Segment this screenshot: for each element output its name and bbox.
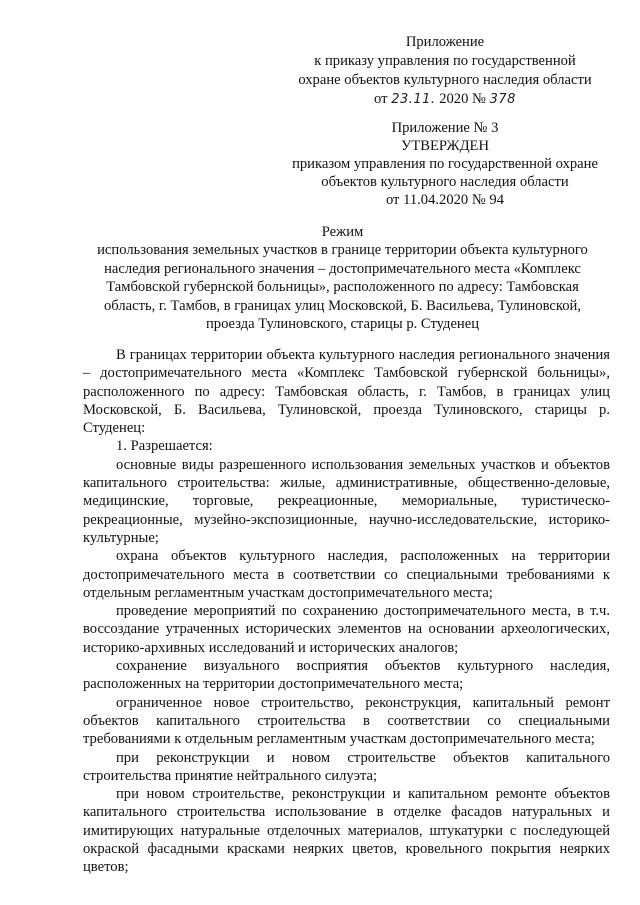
body-paragraph: сохранение визуального восприятия объектов культурного наследия, расположенных на территории достопримечательного места;	[83, 658, 610, 693]
handwritten-date: 23.11.	[391, 92, 436, 107]
regime-title	[80, 224, 605, 334]
approved-line-3: от 11.04.2020 № 94	[385, 192, 505, 208]
handwritten-number: 378	[489, 92, 516, 107]
appendix-line-1: к приказу управления по государственной	[314, 53, 576, 69]
approved-header	[250, 120, 640, 210]
regime-line: наследия регионального значения – достопримечательного места «Комплекс	[104, 260, 581, 277]
body-paragraph: ограниченное новое строительство, реконструкция, капитальный ремонт объектов капитального строительства в соответствии со специальными требованиями к отдельным регламентным участкам достопримечательного места;	[83, 694, 610, 748]
appendix-header	[250, 34, 640, 110]
date-prefix: от	[374, 91, 388, 107]
body-paragraph: при реконструкции и новом строительстве объектов капитального строительства принятие нейтрального силуэта;	[83, 749, 610, 784]
regime-line: проезда Тулиновского, старицы р. Студенец	[205, 315, 480, 332]
regime-line: использования земельных участков в границе территории объекта культурного	[97, 242, 588, 259]
regime-heading: Режим	[321, 224, 364, 240]
appendix-line-2: охране объектов культурного наследия области	[298, 72, 592, 88]
body-paragraph: основные виды разрешенного использования земельных участков и объектов капитального строительства: жилые, административные, общественно-деловые, медицинские, торговые, рекреационные, мемориальные, туристическо-рекреационные, музейно-экспозиционные, научно-исследовательские, историко-культурные;	[83, 456, 610, 546]
approved-appendix-title: Приложение № 3	[391, 120, 499, 136]
body-paragraph: проведение мероприятий по сохранению достопримечательного места, в т.ч. воссоздание утраченных исторических элементов на основании археологических, историко-архивных исследований и исторических аналогов;	[83, 603, 610, 656]
approved-line-2: объектов культурного наследия области	[321, 174, 569, 190]
body-paragraph: охрана объектов культурного наследия, расположенных на территории достопримечательного места в соответствии со специальными требованиями к отдельным регламентным участкам достопримечательного места;	[83, 548, 610, 601]
intro-paragraph: В границах территории объекта культурного наследия регионального значения – достопримечательного места «Комплекс Тамбовской губернской больницы», расположенного по адресу: Тамбовская область, г. Тамбов, в границах улиц Московской, Б. Васильева, Тулиновской, проезда Тулиновского, старицы р. Студенец:	[83, 347, 610, 437]
approved-line-1: приказом управления по государственной охране	[292, 156, 598, 172]
body-paragraph: при новом строительстве, реконструкции и капитальном ремонте объектов капитального строительства использование в отделке фасадов натуральных и имитирующих натуральные отделочных материалов, штукатурки с последующей окраской фасадными красками неярких цветов, кровельного покрытия неярких цветов;	[83, 786, 610, 876]
appendix-title: Приложение	[405, 34, 485, 50]
document-body	[83, 346, 610, 877]
regime-line: Тамбовской губернской больницы», расположенного по адресу: Тамбовская	[106, 279, 579, 296]
appendix-date-line	[250, 91, 640, 110]
regime-line: область, г. Тамбов, в границах улиц Московской, Б. Васильева, Тулиновской,	[103, 297, 582, 314]
approved-status: УТВЕРЖДЕН	[401, 138, 489, 154]
item-1-heading: 1. Разрешается:	[116, 438, 213, 455]
date-year: 2020 №	[439, 91, 486, 107]
